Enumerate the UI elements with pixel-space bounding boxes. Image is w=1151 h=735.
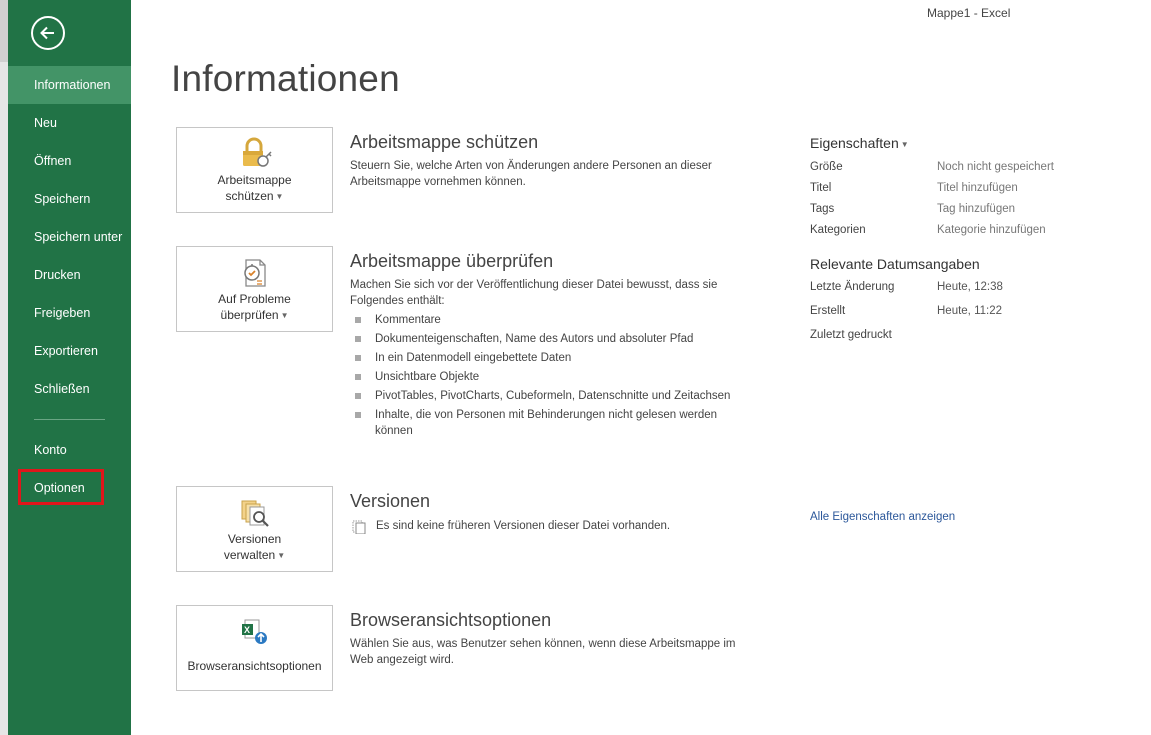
title-field[interactable]: Titel hinzufügen (937, 182, 1018, 194)
dropdown-caret-icon: ▼ (275, 192, 284, 201)
nav-informationen[interactable]: Informationen (8, 66, 131, 104)
nav-oeffnen[interactable]: Öffnen (34, 154, 72, 168)
nav-exportieren[interactable]: Exportieren (34, 344, 98, 358)
bullet-icon (355, 355, 361, 361)
date-value: Heute, 12:38 (937, 281, 1003, 293)
manage-versions-button[interactable] (176, 486, 333, 572)
dropdown-caret-icon: ▼ (900, 140, 909, 149)
nav-speichern[interactable]: Speichern (34, 192, 91, 206)
property-value: Noch nicht gespeichert (937, 161, 1054, 173)
protect-workbook-button[interactable] (176, 127, 333, 213)
svg-text:X: X (244, 625, 251, 635)
date-key: Zuletzt gedruckt (810, 329, 892, 341)
browser-tile-label: Browseransichtsoptionen (187, 659, 322, 673)
nav-schliessen[interactable]: Schließen (34, 382, 90, 396)
bullet-icon (355, 374, 361, 380)
protect-heading: Arbeitsmappe schützen (350, 132, 539, 152)
browser-section (350, 608, 740, 668)
browser-heading: Browseransichtsoptionen (350, 610, 552, 630)
inspect-tile-line2: überprüfen (220, 308, 279, 322)
date-value: Heute, 11:22 (937, 305, 1003, 317)
browser-view-options-button[interactable] (176, 605, 333, 691)
inspect-bullet-text: Unsichtbare Objekte (375, 371, 480, 383)
list-item (350, 312, 740, 328)
date-row (810, 299, 1130, 323)
protect-tile-label (177, 172, 332, 205)
versions-tile-line1: Versionen (227, 532, 282, 546)
page-title: Informationen (171, 58, 400, 99)
categories-field[interactable]: Kategorie hinzufügen (937, 224, 1046, 236)
protect-description: Steuern Sie, welche Arten von Änderungen andere Personen an dieser Arbeitsmappe vornehmen können. (350, 160, 712, 188)
property-key: Titel (810, 182, 832, 194)
property-row (810, 220, 1130, 241)
versions-section (350, 489, 740, 534)
versions-status (350, 518, 740, 534)
bullet-icon (355, 412, 361, 418)
versions-icon (237, 495, 273, 531)
edge-marker (0, 0, 8, 62)
dates-heading: Relevante Datumsangaben (810, 256, 980, 272)
lock-icon (237, 136, 273, 172)
protect-tile-line2: schützen (225, 189, 274, 203)
date-row (810, 275, 1130, 299)
window-left-edge (0, 0, 8, 735)
property-row (810, 178, 1130, 199)
nav-optionen[interactable]: Optionen (34, 481, 85, 495)
versions-tile-label (177, 531, 332, 564)
inspect-bullet-text: Dokumenteigenschaften, Name des Autors und absoluter Pfad (375, 333, 694, 345)
list-item (350, 369, 740, 385)
bullet-icon (355, 336, 361, 342)
property-key: Tags (810, 203, 835, 215)
nav-neu[interactable]: Neu (34, 116, 57, 130)
document-versions-icon (352, 520, 366, 534)
properties-dropdown[interactable] (810, 133, 1130, 153)
inspect-tile-label (177, 291, 332, 324)
list-item (350, 388, 740, 404)
list-item (350, 407, 740, 439)
property-row (810, 199, 1130, 220)
bullet-icon (355, 317, 361, 323)
inspect-tile-line1: Auf Probleme (218, 292, 291, 306)
versions-description: Es sind keine früheren Versionen dieser Datei vorhanden. (376, 520, 671, 532)
nav-freigeben[interactable]: Freigeben (34, 306, 91, 320)
inspect-bullet-text: Kommentare (375, 314, 441, 326)
excel-browser-icon (237, 614, 273, 650)
inspect-workbook-button[interactable] (176, 246, 333, 332)
date-key: Erstellt (810, 305, 846, 317)
versions-heading: Versionen (350, 491, 431, 511)
versions-tile-line2: verwalten (223, 548, 276, 562)
inspect-bullet-text: Inhalte, die von Personen mit Behinderungen nicht gelesen werden können (375, 409, 718, 437)
optionen-highlight-box (18, 469, 104, 505)
nav-divider (34, 419, 105, 420)
show-all-properties-link[interactable]: Alle Eigenschaften anzeigen (810, 511, 956, 523)
date-key: Letzte Änderung (810, 281, 895, 293)
dropdown-caret-icon: ▼ (280, 311, 289, 320)
inspect-section (350, 249, 740, 442)
property-key: Kategorien (810, 224, 866, 236)
backstage-nav (8, 66, 131, 507)
backstage-sidebar (8, 0, 131, 735)
nav-speichern-unter[interactable]: Speichern unter (34, 230, 123, 244)
dropdown-caret-icon: ▼ (277, 551, 286, 560)
browser-description: Wählen Sie aus, was Benutzer sehen können, wenn diese Arbeitsmappe im Web angezeigt wird. (350, 638, 736, 666)
inspect-description: Machen Sie sich vor der Veröffentlichung dieser Datei bewusst, dass sie Folgendes enthält: (350, 279, 718, 307)
back-button[interactable] (31, 16, 65, 50)
properties-heading: Eigenschaften (810, 135, 899, 151)
protect-tile-line1: Arbeitsmappe (217, 173, 292, 187)
property-row (810, 157, 1130, 178)
tags-field[interactable]: Tag hinzufügen (937, 203, 1016, 215)
date-row (810, 323, 1130, 347)
list-item (350, 350, 740, 366)
properties-panel (810, 133, 1130, 347)
inspect-bullet-text: PivotTables, PivotCharts, Cubeformeln, Datenschnitte und Zeitachsen (375, 390, 731, 402)
bullet-icon (355, 393, 361, 399)
nav-drucken[interactable]: Drucken (34, 268, 81, 282)
protect-section (350, 130, 740, 190)
inspect-bullet-text: In ein Datenmodell eingebettete Daten (375, 352, 572, 364)
inspect-document-icon (237, 255, 273, 291)
list-item (350, 331, 740, 347)
arrow-left-icon (38, 23, 58, 43)
property-key: Größe (810, 161, 843, 173)
inspect-bullet-list (350, 312, 740, 439)
nav-konto[interactable]: Konto (34, 443, 67, 457)
window-title: Mappe1 - Excel (927, 6, 1011, 20)
inspect-heading: Arbeitsmappe überprüfen (350, 251, 554, 271)
